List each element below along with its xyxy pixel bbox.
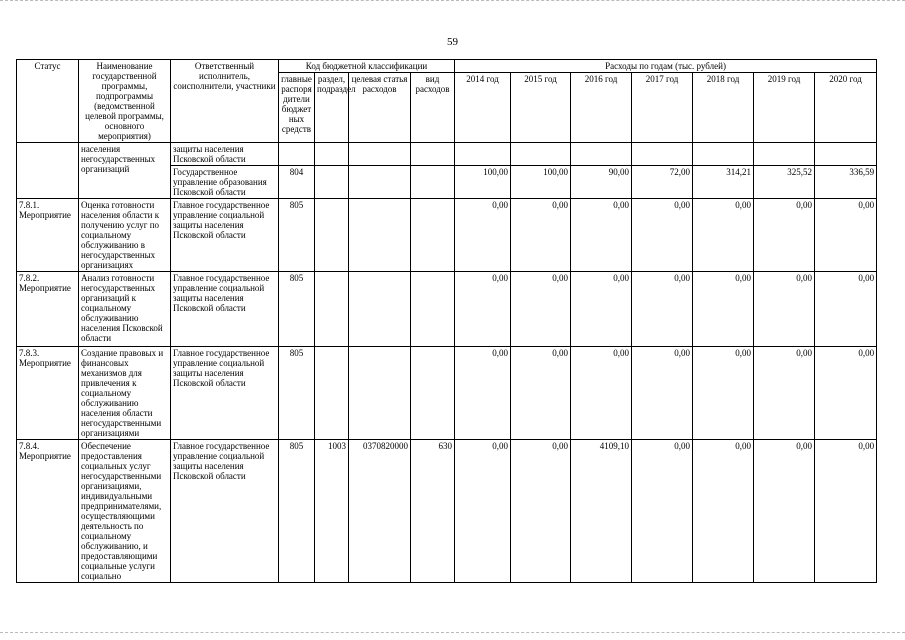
value-cell	[455, 143, 511, 166]
executor-cell: Государственное управление образования Псковской области	[171, 166, 279, 199]
target-cell	[349, 166, 411, 199]
kind-cell: 630	[411, 440, 455, 583]
gr-cell	[279, 143, 315, 166]
name-cell: Создание правовых и финансовых механизмов для привлечения к социальному обслуживанию населения области негосударственными организациями	[79, 347, 171, 440]
value-cell: 0,00	[815, 440, 877, 583]
value-cell: 0,00	[455, 272, 511, 347]
header-year: 2020 год	[815, 73, 877, 143]
value-cell	[571, 143, 632, 166]
value-cell: 0,00	[754, 347, 815, 440]
header-expenses: Расходы по годам (тыс. рублей)	[455, 60, 877, 73]
executor-cell: Главное государственное управление социальной защиты населения Псковской области	[171, 199, 279, 272]
value-cell: 0,00	[571, 272, 632, 347]
header-budget-code: Код бюджетной классификации	[279, 60, 455, 73]
value-cell	[632, 143, 693, 166]
status-cell: 7.8.1. Мероприятие	[17, 199, 79, 272]
section-cell	[315, 166, 349, 199]
section-cell	[315, 347, 349, 440]
value-cell: 336,59	[815, 166, 877, 199]
name-cell: Анализ готовности негосударственных организаций к социальному обслуживанию населения Псковской области	[79, 272, 171, 347]
table-row	[17, 272, 877, 347]
header-year: 2019 год	[754, 73, 815, 143]
page-number: 59	[447, 36, 458, 48]
scan-edge-bottom	[0, 632, 905, 635]
gr-cell: 805	[279, 347, 315, 440]
status-cell: 7.8.2. Мероприятие	[17, 272, 79, 347]
table-row	[17, 143, 877, 166]
value-cell	[754, 143, 815, 166]
header-gr: главные распоря дители бюджет ных средств	[279, 73, 315, 143]
header-name: Наименование государственной программы, подпрограммы (ведомственной целевой программы, основного мероприятия)	[79, 60, 171, 143]
value-cell: 0,00	[632, 440, 693, 583]
value-cell	[815, 143, 877, 166]
target-cell	[349, 347, 411, 440]
header-year: 2017 год	[632, 73, 693, 143]
value-cell: 4109,10	[571, 440, 632, 583]
target-cell	[349, 143, 411, 166]
value-cell: 0,00	[632, 272, 693, 347]
status-cell: 7.8.4. Мероприятие	[17, 440, 79, 583]
value-cell: 0,00	[511, 440, 571, 583]
executor-cell: защиты населения Псковской области	[171, 143, 279, 166]
executor-cell: Главное государственное управление социальной защиты населения Псковской области	[171, 347, 279, 440]
value-cell: 0,00	[455, 440, 511, 583]
header-executor: Ответственный исполнитель, соисполнители, участники	[171, 60, 279, 143]
value-cell: 0,00	[632, 199, 693, 272]
kind-cell	[411, 347, 455, 440]
value-cell: 0,00	[511, 199, 571, 272]
target-cell	[349, 199, 411, 272]
value-cell: 0,00	[632, 347, 693, 440]
value-cell: 90,00	[571, 166, 632, 199]
value-cell	[693, 143, 754, 166]
value-cell: 72,00	[632, 166, 693, 199]
value-cell: 0,00	[754, 440, 815, 583]
value-cell: 0,00	[815, 272, 877, 347]
value-cell: 0,00	[754, 272, 815, 347]
table-row	[17, 199, 877, 272]
scan-edge-top	[0, 0, 905, 4]
value-cell: 0,00	[754, 199, 815, 272]
executor-cell: Главное государственное управление социальной защиты населения Псковской области	[171, 272, 279, 347]
header-target: целевая статья расходов	[349, 73, 411, 143]
value-cell	[511, 143, 571, 166]
header-status: Статус	[17, 60, 79, 143]
value-cell: 0,00	[693, 199, 754, 272]
value-cell: 100,00	[455, 166, 511, 199]
gr-cell: 805	[279, 199, 315, 272]
header-year: 2018 год	[693, 73, 754, 143]
value-cell: 0,00	[693, 272, 754, 347]
kind-cell	[411, 272, 455, 347]
executor-cell: Главное государственное управление социальной защиты населения Псковской области	[171, 440, 279, 583]
kind-cell	[411, 199, 455, 272]
status-cell	[17, 143, 79, 199]
value-cell: 0,00	[511, 272, 571, 347]
header-year: 2015 год	[511, 73, 571, 143]
value-cell: 314,21	[693, 166, 754, 199]
section-cell	[315, 143, 349, 166]
kind-cell	[411, 143, 455, 166]
section-cell: 1003	[315, 440, 349, 583]
value-cell: 0,00	[693, 440, 754, 583]
target-cell	[349, 272, 411, 347]
header-year: 2014 год	[455, 73, 511, 143]
target-cell: 0370820000	[349, 440, 411, 583]
value-cell: 0,00	[571, 347, 632, 440]
gr-cell: 804	[279, 166, 315, 199]
value-cell: 0,00	[815, 199, 877, 272]
section-cell	[315, 199, 349, 272]
gr-cell: 805	[279, 272, 315, 347]
kind-cell	[411, 166, 455, 199]
table-row	[17, 347, 877, 440]
value-cell: 325,52	[754, 166, 815, 199]
gr-cell: 805	[279, 440, 315, 583]
table-row	[17, 440, 877, 583]
section-cell	[315, 272, 349, 347]
value-cell: 0,00	[693, 347, 754, 440]
value-cell: 0,00	[511, 347, 571, 440]
budget-table	[16, 59, 877, 583]
value-cell: 0,00	[455, 199, 511, 272]
header-kind: вид расходов	[411, 73, 455, 143]
header-year: 2016 год	[571, 73, 632, 143]
name-cell: Оценка готовности населения области к получению услуг по социальному обслуживанию в негосударственных организациях	[79, 199, 171, 272]
name-cell: Обеспечение предоставления социальных услуг негосударственными организациями, индивидуальными предпринимателями, осуществляющими деятельность по социальному обслуживанию, и предоставляющими социальные услуги социально	[79, 440, 171, 583]
status-cell: 7.8.3. Мероприятие	[17, 347, 79, 440]
value-cell: 0,00	[815, 347, 877, 440]
name-cell: населения негосударственных организаций	[79, 143, 171, 199]
header-section: раздел, подраздел	[315, 73, 349, 143]
value-cell: 0,00	[455, 347, 511, 440]
value-cell: 100,00	[511, 166, 571, 199]
value-cell: 0,00	[571, 199, 632, 272]
